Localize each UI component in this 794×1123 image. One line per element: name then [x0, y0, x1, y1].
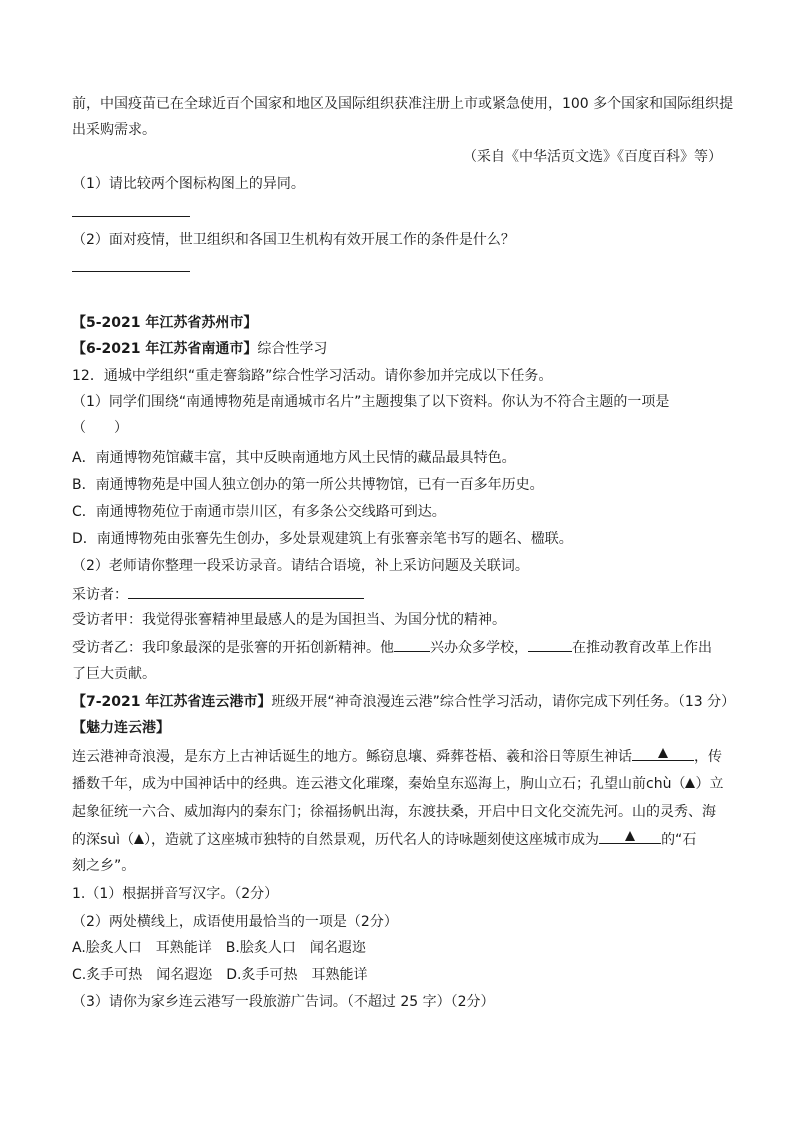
paragraph-line: 前，中国疫苗已在全球近百个国家和地区及国际组织获准注册上市或紧急使用，100 多个国家和国际组织提	[72, 96, 734, 112]
passage-line	[72, 774, 722, 794]
option-b: B．南通博物苑是中国人独立创办的第一所公共博物馆，已有一百多年历史。	[72, 477, 544, 493]
interviewer-label: 采访者：	[72, 587, 128, 603]
fill-blank-1[interactable]	[632, 746, 694, 761]
options-ab: A.脍炙人口 耳熟能详 B.脍炙人口 闻名遐迩	[72, 940, 366, 956]
interviewee-b-text: 受访者乙：我印象最深的是张謇的开拓创新精神。他	[72, 640, 394, 656]
source-citation: （采自《中华活页文选》《百度百科》等）	[463, 149, 722, 165]
option-c: C．南通博物苑位于南通市崇川区，有多条公交线路可到达。	[72, 504, 446, 520]
pinyin-text: chù（	[646, 776, 686, 792]
section-7-intro: 班级开展“神奇浪漫连云港”综合性学习活动，请你完成下列任务。（13 分）	[271, 694, 736, 710]
passage-line	[72, 746, 722, 767]
interviewee-b-text: 兴办众多学校，	[430, 640, 528, 656]
section-7-title: 【7-2021 年江苏省连云港市】	[72, 694, 272, 710]
passage-line: 起象征统一六合、威加海内的秦东门；徐福扬帆出海，东渡扶桑，开启中日文化交流先河。山的灵秀、海	[72, 804, 716, 820]
section-5-title: 【5-2021 年江苏省苏州市】	[72, 315, 258, 331]
interviewee-b-text: 在推动教育改革上作出	[572, 640, 712, 656]
question-7-3: （3）请你为家乡连云港写一段旅游广告词。（不超过 25 字）（2分）	[72, 994, 495, 1010]
triangle-icon[interactable]	[685, 778, 695, 788]
triangle-icon	[625, 831, 635, 841]
option-d: D．南通博物苑由张謇先生创办，多处景观建筑上有张謇亲笔书写的题名、楹联。	[72, 531, 573, 547]
subsection-title: 【魅力连云港】	[72, 720, 170, 736]
interviewer-blank[interactable]	[128, 584, 364, 599]
question-12-2: （2）老师请你整理一段采访录音。请结合语境，补上采访问题及关联词。	[72, 558, 529, 574]
section-7-header	[72, 692, 736, 712]
question-1: （1）请比较两个图标构图上的异同。	[72, 176, 305, 192]
section-6-subtitle: 综合性学习	[257, 341, 328, 357]
interviewee-b	[72, 637, 722, 658]
conjunction-blank-2[interactable]	[528, 637, 572, 652]
section-6-header	[72, 339, 722, 359]
passage-text: ）立	[695, 776, 724, 792]
option-a: A．南通博物苑馆藏丰富，其中反映南通地方风土民情的藏品最具特色。	[72, 450, 516, 466]
passage-text: 的深	[72, 832, 100, 848]
conjunction-blank-1[interactable]	[394, 637, 430, 652]
fill-blank-2[interactable]	[599, 829, 661, 844]
interviewer-line	[72, 584, 722, 605]
question-7-2: （2）两处横线上，成语使用最恰当的一项是（2分）	[72, 914, 398, 930]
question-12-1: （1）同学们围绕“南通博物苑是南通城市名片”主题搜集了以下资料。你认为不符合主题的一项是	[72, 394, 670, 410]
question-7-1: 1.（1）根据拼音写汉字。（2分）	[72, 886, 279, 902]
answer-line[interactable]	[72, 216, 190, 217]
options-cd: C.炙手可热 闻名遐迩 D.炙手可热 耳熟能详	[72, 967, 368, 983]
pinyin-text: suì（	[100, 832, 135, 848]
interviewee-a: 受访者甲：我觉得张謇精神里最感人的是为国担当、为国分忧的精神。	[72, 612, 506, 628]
question-2: （2）面对疫情，世卫组织和各国卫生机构有效开展工作的条件是什么？	[72, 232, 515, 248]
section-6-title: 【6-2021 年江苏省南通市】	[72, 341, 258, 357]
answer-line[interactable]	[72, 271, 190, 272]
triangle-icon	[658, 748, 668, 758]
passage-text: ），造就了这座城市独特的自然景观，历代名人的诗咏题刻使这座城市成为	[144, 832, 600, 848]
passage-text: 连云港神奇浪漫，是东方上古神话诞生的地方。鲧窃息壤、舜葬苍梧、羲和浴日等原生神话	[72, 749, 632, 765]
answer-paren[interactable]: （ ）	[72, 420, 128, 436]
passage-line	[72, 829, 722, 850]
passage-text: 的“石	[661, 832, 697, 848]
passage-text: 播数千年，成为中国神话中的经典。连云港文化璀璨，秦始皇东巡海上，朐山立石；孔望山前	[72, 776, 646, 792]
question-12-intro: 12．通城中学组织“重走謇翁路”综合性学习活动。请你参加并完成以下任务。	[72, 368, 553, 384]
paragraph-line: 出采购需求。	[72, 122, 156, 138]
interviewee-b-cont: 了巨大贡献。	[72, 666, 156, 682]
passage-text: ，传	[694, 749, 722, 765]
passage-line: 刻之乡”。	[72, 858, 136, 874]
triangle-icon[interactable]	[134, 834, 144, 844]
